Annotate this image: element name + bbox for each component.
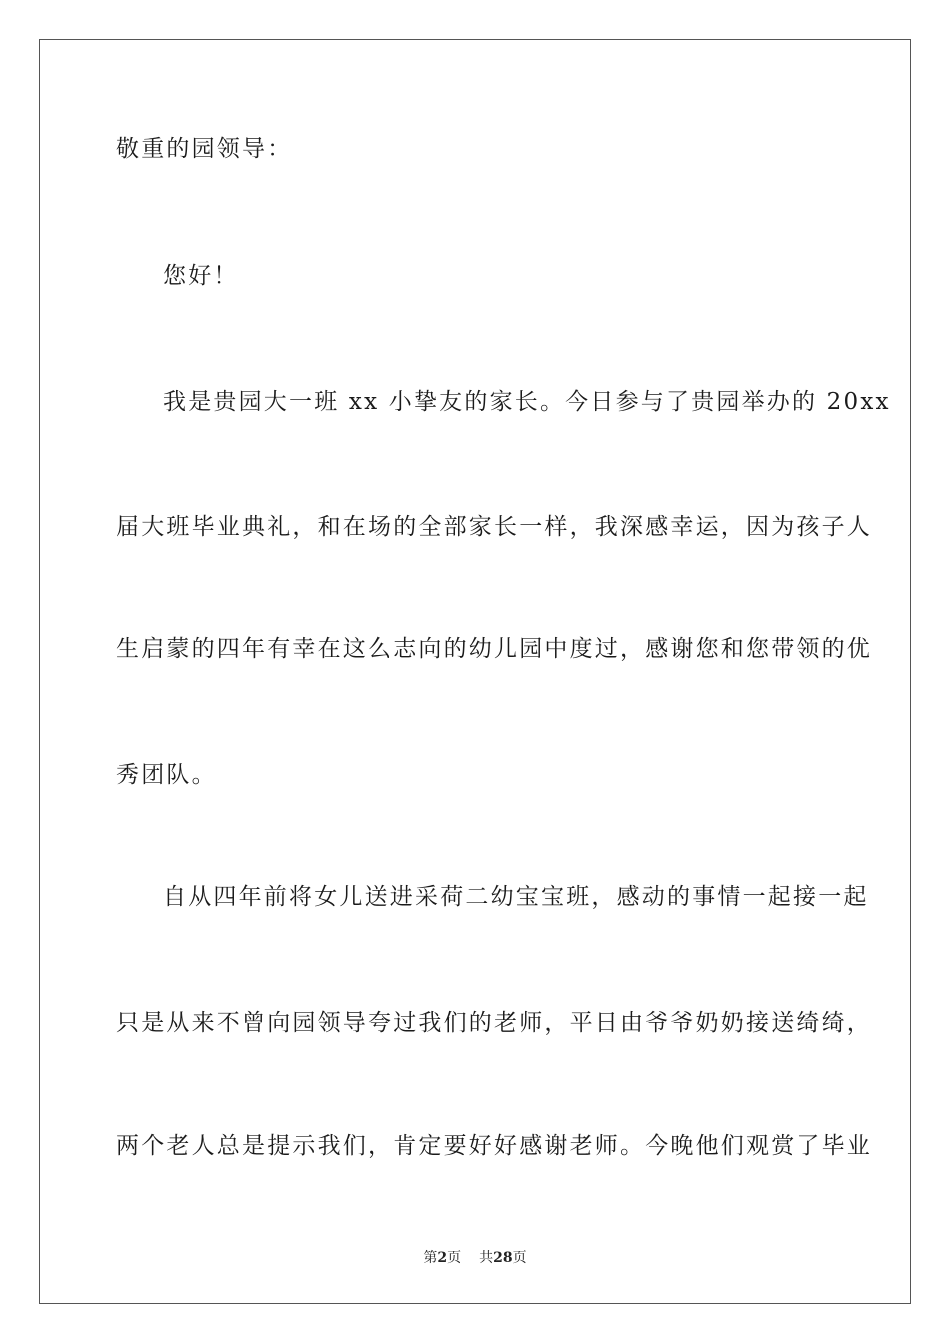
body-line-4: 秀团队。	[116, 762, 217, 788]
body-line-5: 自从四年前将女儿送进采荷二幼宝宝班，感动的事情一起接一起	[163, 884, 869, 910]
page-prefix: 第	[423, 1250, 438, 1266]
page-footer	[0, 1247, 950, 1267]
body-line-6: 只是从来不曾向园领导夸过我们的老师，平日由爷爷奶奶接送绮绮，	[116, 1010, 872, 1036]
total-prefix: 共	[479, 1250, 494, 1266]
body-line-7: 两个老人总是提示我们，肯定要好好感谢老师。今晚他们观赏了毕业	[116, 1133, 872, 1159]
page-current-number: 2	[437, 1250, 448, 1266]
page-total-number: 28	[493, 1250, 513, 1266]
greeting-line: 您好！	[163, 263, 239, 289]
body-line-2: 届大班毕业典礼，和在场的全部家长一样，我深感幸运，因为孩子人	[116, 514, 872, 540]
total-suffix: 页	[512, 1250, 527, 1266]
page-border	[39, 39, 911, 1304]
salutation-line: 敬重的园领导：	[116, 136, 293, 162]
body-line-1: 我是贵园大一班 xx 小挚友的家长。今日参与了贵园举办的 20xx	[163, 389, 891, 415]
body-line-3: 生启蒙的四年有幸在这么志向的幼儿园中度过，感谢您和您带领的优	[116, 636, 872, 662]
page-suffix: 页	[447, 1250, 462, 1266]
